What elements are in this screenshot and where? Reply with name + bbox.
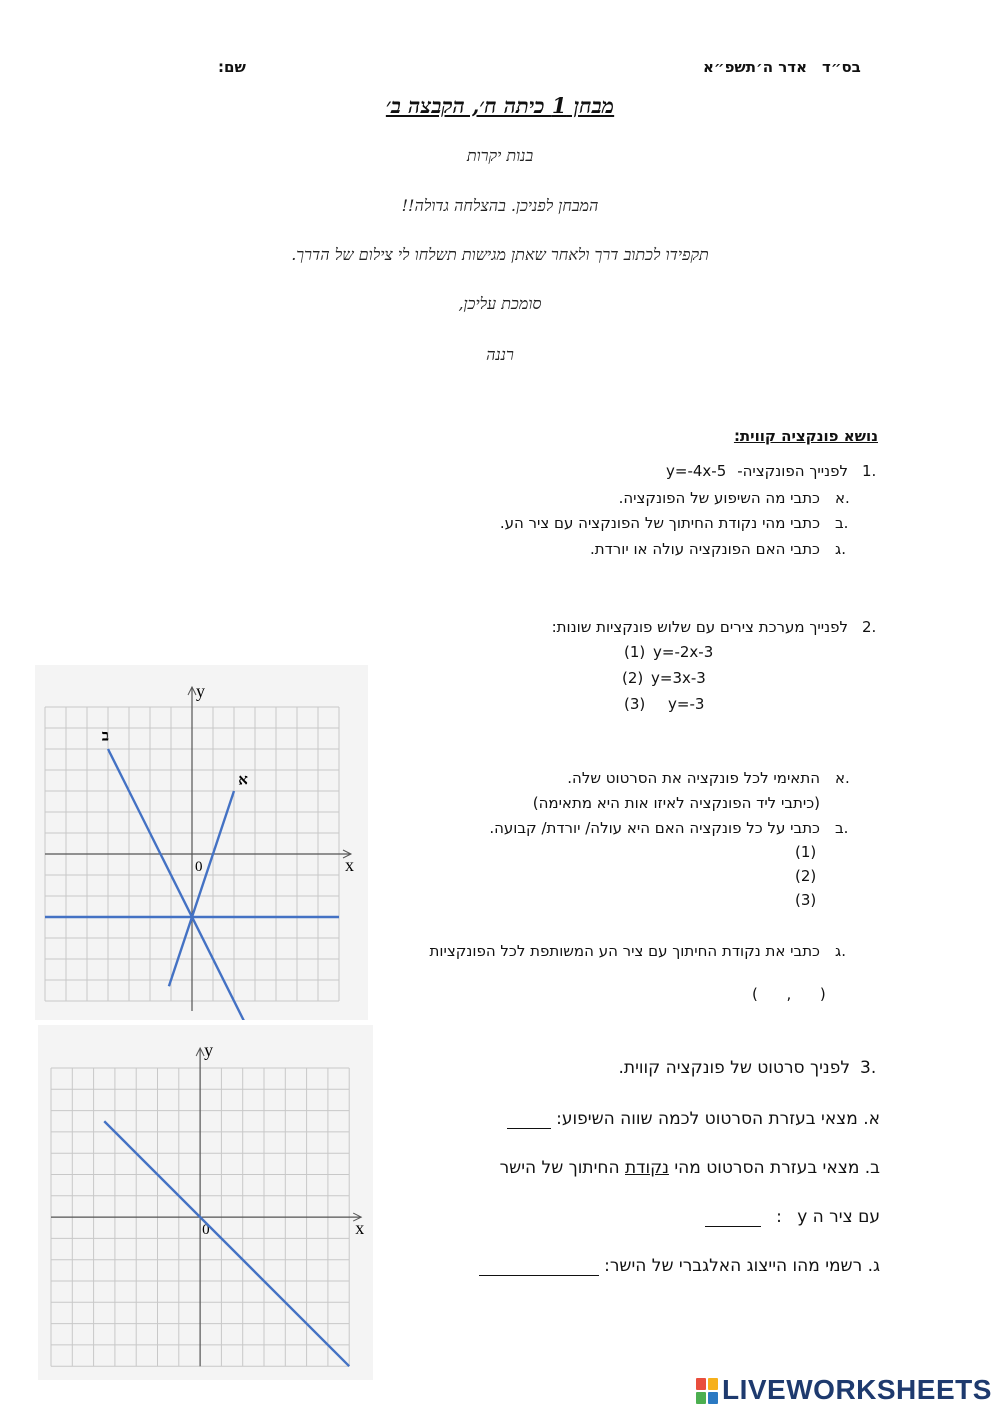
- graph1-line-bet: [108, 749, 245, 1020]
- logo-text: LIVEWORKSHEETS: [722, 1374, 992, 1405]
- q3-item-a-text: א. מצאי בעזרת הסרטוט לכמה שווה השיפוע:: [556, 1109, 880, 1129]
- graph2-x-label: x: [355, 1218, 365, 1239]
- q2-fn2-eq: y=3x-3: [651, 669, 706, 687]
- graph2-y-label: y: [204, 1040, 214, 1060]
- q2-item-a-note: (כיתבי ליד הפונקציה לאיזו אות היא מתאימה): [532, 794, 820, 812]
- letter-line3: סומכת עליכן,: [458, 294, 542, 313]
- header-bsd: בס״ד: [822, 58, 861, 76]
- q2-answer-2[interactable]: (2): [795, 867, 817, 885]
- q1-item-b: כתבי מהי נקודת החיתוך של הפונקציה עם ציר הע.: [499, 514, 820, 532]
- q3-item-a: [507, 1109, 880, 1129]
- graph2-svg: [38, 1025, 373, 1380]
- liveworksheets-logo: [696, 1374, 994, 1408]
- letter-signature: רננה: [486, 345, 514, 364]
- q1-item-b-label: ב.: [835, 514, 849, 532]
- graph1-x-label: x: [345, 855, 354, 875]
- q2-fn1-num: (1): [624, 643, 646, 661]
- graph1-origin-label: 0: [195, 859, 203, 875]
- q2-item-b-label: ב.: [835, 819, 849, 837]
- q2-number: 2.: [862, 618, 877, 636]
- q3-item-b-underlined: נקודת: [625, 1158, 669, 1178]
- q2-fn3-eq: y=-3: [668, 695, 705, 713]
- q2-item-c: כתבי את נקודת החיתוך עם ציר הע המשותפת לכל הפונקציות: [429, 942, 820, 960]
- q1-item-c-label: ג.: [835, 540, 846, 558]
- graph2: [38, 1025, 373, 1380]
- q3-item-b-blank[interactable]: [705, 1226, 761, 1227]
- name-label: שם:: [218, 58, 246, 76]
- q3-item-b-line2-text: עם ציר ה y: [797, 1207, 880, 1227]
- logo-icon: [696, 1376, 720, 1406]
- q2-item-c-label: ג.: [835, 942, 846, 960]
- q2-item-c-answer[interactable]: ( , ): [752, 985, 826, 1003]
- graph1: [35, 665, 368, 1020]
- q1-prompt: לפנייך הפונקציה-: [737, 462, 848, 480]
- q2-item-b: כתבי על כל פונקציה האם היא עולה/ יורדת/ קבועה.: [489, 819, 820, 837]
- q1-item-a: כתבי מה השיפוע של הפונקציה.: [618, 489, 820, 507]
- q3-item-b-line2: [705, 1207, 880, 1227]
- page-title: מבחן ‎1 כיתה ח׳, הקבצה ב׳: [385, 93, 615, 118]
- q3-item-b-text2: החיתוך של הישר: [499, 1158, 620, 1178]
- graph1-label-bet: ב: [101, 728, 109, 745]
- q1-item-c: כתבי האם הפונקציה עולה או יורדת.: [589, 540, 820, 558]
- graph1-y-label: y: [196, 681, 205, 701]
- q3-prompt: לפניך סרטוט של פונקציה קווית.: [618, 1058, 850, 1078]
- q2-answer-3[interactable]: (3): [795, 891, 817, 909]
- q2-prompt: לפנייך מערכת צירים עם שלוש פונקציות שונות:: [551, 618, 848, 636]
- q2-answer-1[interactable]: (1): [795, 843, 817, 861]
- q2-fn2-num: (2): [622, 669, 644, 687]
- q1-function: y=-4x-5: [666, 462, 727, 480]
- q3-item-b-colon: :: [776, 1207, 782, 1227]
- q3-item-b: [500, 1158, 880, 1178]
- q1-number: 1.: [862, 462, 877, 480]
- q1-item-a-label: א.: [835, 489, 850, 507]
- topic-heading: נושא פונקציה קווית:: [733, 427, 878, 445]
- letter-line2: תקפידו לכתוב דרך ולאחר שאתן מגישות תשלחו לי צילום של הדרך.: [291, 245, 709, 264]
- graph1-svg: [35, 665, 368, 1020]
- letter-line1: המבחן לפניכן. בהצלחה גדולה!!: [401, 196, 599, 215]
- q2-item-a: התאימי לכל פונקציה את הסרטוט שלה.: [567, 769, 820, 787]
- q3-item-c-blank[interactable]: [479, 1275, 599, 1276]
- q3-item-a-blank[interactable]: [507, 1128, 551, 1129]
- q3-item-c-text: ג. רשמי מהו הייצוג האלגברי של הישר:: [604, 1256, 880, 1276]
- q2-fn3-num: (3): [624, 695, 646, 713]
- q3-item-b-text1: ב. מצאי בעזרת הסרטוט מהי: [674, 1158, 880, 1178]
- q2-fn1-eq: y=-2x-3: [653, 643, 714, 661]
- header-date: אדר ה׳תשפ״א: [703, 58, 808, 76]
- graph2-line: [104, 1121, 349, 1366]
- graph1-label-alef: א: [238, 772, 248, 789]
- q3-item-c: [479, 1256, 880, 1276]
- graph2-origin-label: 0: [202, 1222, 210, 1239]
- q3-number: 3.: [860, 1058, 877, 1078]
- letter-greeting: בנות יקרות: [466, 146, 534, 165]
- q2-item-a-label: א.: [835, 769, 850, 787]
